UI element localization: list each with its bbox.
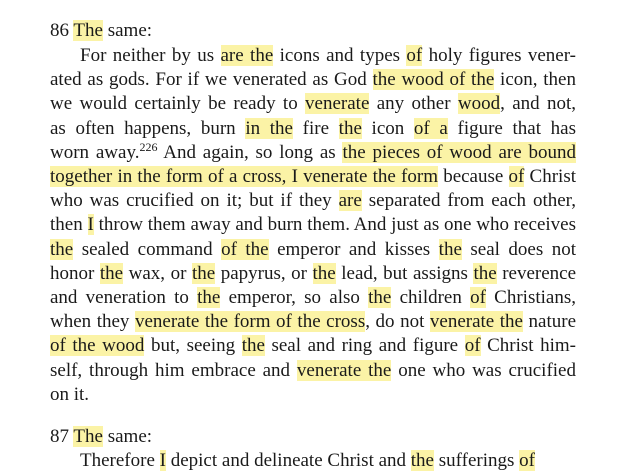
- highlighted-text: together in the form of a cross, I venerate the form: [50, 166, 438, 187]
- entry-title-highlight: The: [73, 20, 103, 41]
- text-run: seal and ring and figure: [264, 335, 465, 357]
- text-run: depict and delineate Christ and: [165, 450, 411, 471]
- text-line: [50, 238, 576, 262]
- text-run: ated as gods. For if we venerated as God: [50, 69, 373, 91]
- text-run: And again, so long as: [157, 141, 343, 163]
- text-run: papyrus, or: [215, 262, 313, 284]
- highlighted-text: of: [464, 335, 481, 357]
- highlighted-text: the: [312, 262, 336, 284]
- text-line: [50, 165, 576, 189]
- text-run: honor: [50, 262, 100, 284]
- text-run: icon: [361, 117, 414, 139]
- highlighted-text: the: [368, 287, 392, 308]
- text-run: icon, then: [494, 69, 576, 91]
- text-run: children: [391, 287, 471, 308]
- highlighted-text: the: [241, 335, 265, 357]
- entry-87-heading: [50, 425, 152, 449]
- highlighted-text: of the: [221, 238, 269, 260]
- text-run: when they: [50, 311, 135, 333]
- text-run: we would certainly be ready to: [50, 93, 306, 115]
- highlighted-text: the: [410, 450, 434, 471]
- text-line: [50, 334, 576, 358]
- highlighted-text: venerate the: [429, 311, 523, 333]
- highlighted-text: the: [191, 262, 216, 284]
- highlighted-text: venerate the form of the cross: [134, 311, 366, 333]
- text-run: then: [50, 214, 88, 236]
- text-line: [50, 310, 576, 334]
- highlighted-text: I: [87, 214, 94, 236]
- text-run: Christ: [524, 166, 577, 187]
- text-line: [80, 44, 576, 68]
- text-run: but, seeing: [144, 335, 242, 357]
- text-line: [50, 141, 576, 165]
- highlighted-text: in the: [245, 117, 293, 139]
- entry-86-heading: [50, 19, 152, 43]
- highlighted-text: the wood of the: [372, 69, 495, 91]
- text-run: lead, but assigns: [335, 262, 474, 284]
- entry-title-highlight: The: [73, 426, 103, 447]
- text-line: [50, 68, 576, 92]
- text-line: [50, 383, 89, 407]
- text-run: reverence: [496, 262, 577, 284]
- text-run: sufferings: [434, 450, 520, 471]
- text-line: [50, 286, 576, 310]
- entry-number: 87: [50, 426, 69, 447]
- text-run: Christ him-: [480, 335, 577, 357]
- text-line: [50, 117, 576, 141]
- text-run: separated from each other,: [361, 190, 576, 212]
- highlighted-text: the: [50, 238, 74, 260]
- text-run: self, through him embrace and: [50, 359, 297, 381]
- text-run: emperor, so also: [220, 287, 369, 308]
- highlighted-text: the: [438, 238, 462, 260]
- highlighted-text: of: [470, 287, 486, 308]
- text-run: on it.: [50, 383, 90, 405]
- text-line: [50, 359, 576, 383]
- text-run: , do not: [365, 311, 430, 333]
- text-run: any other: [369, 93, 458, 115]
- text-run: emperor and kisses: [268, 238, 439, 260]
- highlighted-text: the: [473, 262, 497, 284]
- entry-number: 86: [50, 20, 69, 41]
- highlighted-text: venerate the: [296, 359, 392, 381]
- highlighted-text: the: [99, 262, 124, 284]
- highlighted-text: of the wood: [50, 335, 145, 357]
- highlighted-text: wood: [457, 93, 501, 115]
- highlighted-text: the: [197, 287, 221, 308]
- highlighted-text: I: [159, 450, 166, 471]
- text-run: sealed command: [73, 238, 222, 260]
- text-run: and veneration to: [50, 287, 198, 308]
- text-run: seal does not: [461, 238, 576, 260]
- text-run: nature: [522, 311, 576, 333]
- text-run: , and not,: [500, 93, 576, 115]
- text-run: icons and types: [273, 45, 407, 66]
- text-run: fire: [292, 117, 339, 139]
- entry-title: same:: [102, 20, 153, 41]
- highlighted-text: the: [338, 117, 362, 139]
- text-run: worn away.: [50, 141, 140, 163]
- highlighted-text: of a: [413, 117, 448, 139]
- text-run: holy figures vener-: [422, 45, 576, 66]
- footnote-ref[interactable]: 226: [139, 139, 158, 154]
- highlighted-text: are: [338, 190, 362, 212]
- text-run: figure that has: [447, 117, 576, 139]
- text-line: [50, 189, 576, 213]
- highlighted-text: of: [519, 450, 535, 471]
- text-line: [50, 92, 576, 116]
- text-run: one who was crucified: [391, 359, 576, 381]
- text-run: wax, or: [123, 262, 192, 284]
- text-line: [50, 213, 576, 237]
- entry-title: same:: [102, 426, 153, 447]
- highlighted-text: are the: [220, 45, 274, 66]
- text-run: Therefore: [80, 450, 160, 471]
- text-run: For neither by us: [80, 45, 221, 66]
- highlighted-text: venerate: [305, 93, 370, 115]
- text-run: who was crucified on it; but if they: [50, 190, 339, 212]
- text-run: throw them away and burn them. And just as one who receives: [93, 214, 576, 236]
- text-line: [50, 262, 576, 286]
- text-run: Christians,: [485, 287, 576, 308]
- text-run: as often happens, burn: [50, 117, 246, 139]
- highlighted-text: the pieces of wood are bound: [342, 141, 576, 163]
- text-line: [80, 449, 535, 473]
- highlighted-text: of: [406, 45, 423, 66]
- text-run: because: [438, 166, 509, 187]
- highlighted-text: of: [508, 166, 525, 187]
